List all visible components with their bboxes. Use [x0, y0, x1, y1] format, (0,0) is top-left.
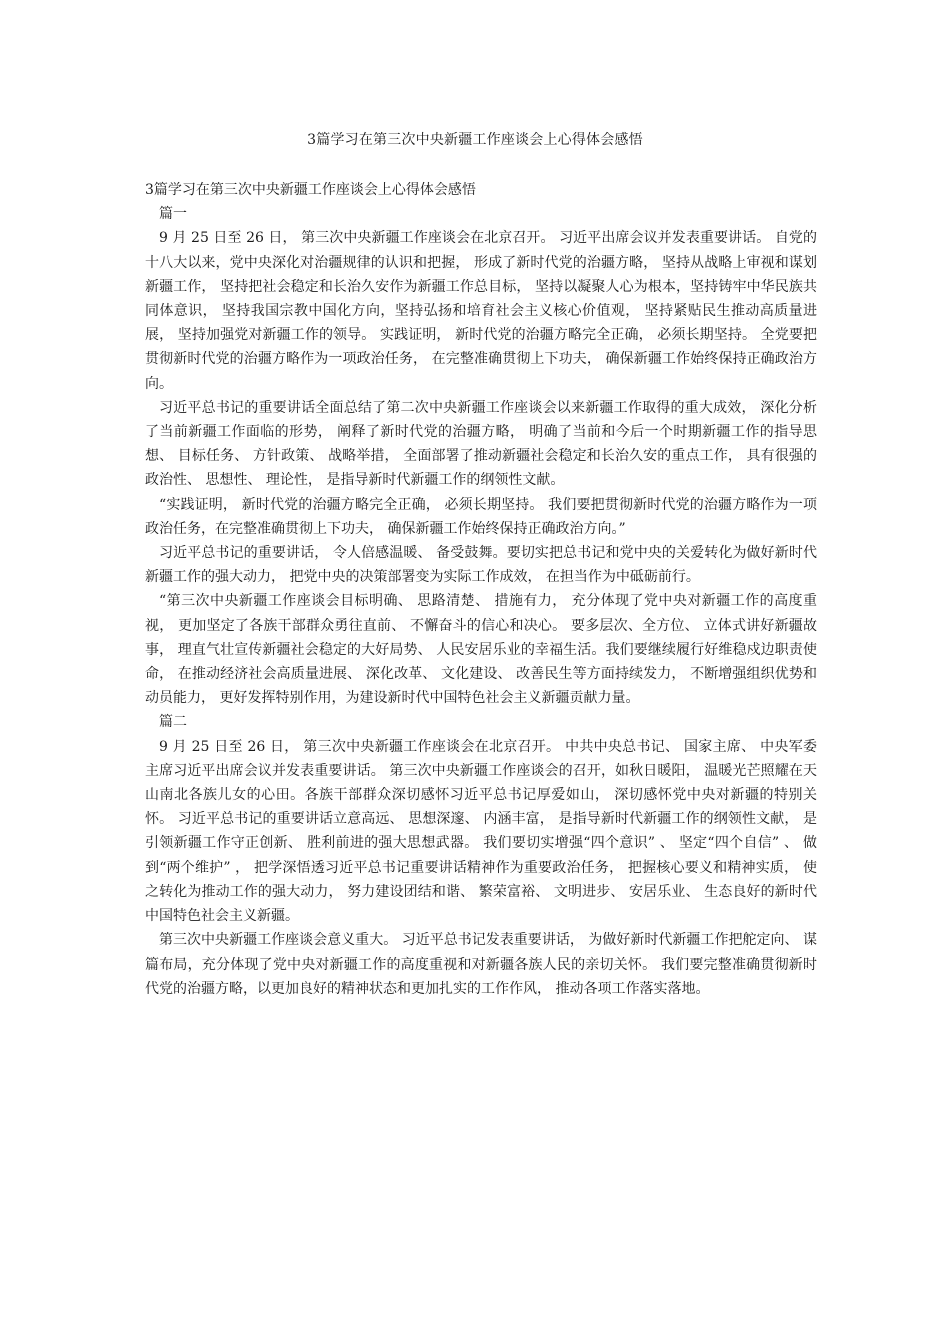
document-title: 3篇学习在第三次中央新疆工作座谈会上心得体会感悟 — [307, 132, 643, 148]
paragraph: 习近平总书记的重要讲话， 令人倍感温暖、 备受鼓舞。要切实把总书记和党中央的关爱转化为做好新时代新疆工作的强大动力， 把党中央的决策部署变为实际工作成效， 在担当作为中砥砺前行。 — [145, 545, 817, 586]
quote-paragraph: “第三次中央新疆工作座谈会目标明确、 思路清楚、 措施有力， 充分体现了党中央对新疆工作的高度重视， 更加坚定了各族干部群众勇往直前、 不懈奋斗的信心和决心。 要多层次、全方位、 立体式讲好新疆故事， 理直气壮宣传新疆社会稳定的大好局势、 人民安居乐业的幸福生活。我们要继续履行好维稳戍边职责使命， 在推动经济社会高质量进展、 深化改革、 文化建设、 改善民生等方面持续发力， 不断增强组织优势和动员能力， 更好发挥特别作用，为建设新时代中国特色社会主义新疆贡献力量。 — [145, 593, 817, 707]
paragraph: 9 月 25 日至 26 日， 第三次中央新疆工作座谈会在北京召开。 中共中央总书记、 国家主席、 中央军委主席习近平出席会议并发表重要讲话。 第三次中央新疆工作座谈会的召开，如秋日暖阳， 温暖光芒照耀在天山南北各族儿女的心田。各族干部群众深切感怀习近平总书记厚爱如山， 深切感怀党中央对新疆的特别关怀。 习近平总书记的重要讲话立意高远、 思想深邃、 内涵丰富， 是指导新时代新疆工作的纲领性文献， 是引领新疆工作守正创新、 胜利前进的强大思想武器。 我们要切实增强“四个意识” 、 坚定“四个自信” 、 做到“两个维护” ， 把学深悟透习近平总书记重要讲话精神作为重要政治任务， 把握核心要义和精神实质， 使之转化为推动工作的强大动力， 努力建设团结和谐、 繁荣富裕、 文明进步、 安居乐业、 生态良好的新时代中国特色社会主义新疆。 — [145, 738, 817, 925]
quote-paragraph: “实践证明， 新时代党的治疆方略完全正确， 必须长期坚持。 我们要把贯彻新时代党的治疆方略作为一项政治任务，在完整准确贯彻上下功夫， 确保新疆工作始终保持正确政治方向。” — [145, 496, 817, 537]
paragraph: 第三次中央新疆工作座谈会意义重大。 习近平总书记发表重要讲话， 为做好新时代新疆工作把舵定向、 谋篇布局，充分体现了党中央对新疆工作的高度重视和对新疆各族人民的亲切关怀。 我们要完整准确贯彻新时代党的治疆方略，以更加良好的精神状态和更加扎实的工作作风， 推动各项工作落实落地。 — [145, 932, 817, 997]
paragraph: 习近平总书记的重要讲话全面总结了第二次中央新疆工作座谈会以来新疆工作取得的重大成效， 深化分析了当前新疆工作面临的形势， 阐释了新时代党的治疆方略， 明确了当前和今后一个时期新疆工作的指导思想、 目标任务、 方针政策、 战略举措， 全面部署了推动新疆社会稳定和长治久安的重点工作， 具有很强的政治性、 思想性、 理论性， 是指导新时代新疆工作的纲领性文献。 — [145, 399, 817, 489]
document-subtitle: 3篇学习在第三次中央新疆工作座谈会上心得体会感悟 — [145, 182, 476, 198]
paragraph: 9 月 25 日至 26 日， 第三次中央新疆工作座谈会在北京召开。 习近平出席会议并发表重要讲话。 自党的十八大以来，党中央深化对治疆规律的认识和把握， 形成了新时代党的治疆方略， 坚持从战略上审视和谋划新疆工作， 坚持把社会稳定和长治久安作为新疆工作总目标， 坚持以凝聚人心为根本，坚持铸牢中华民族共同体意识， 坚持我国宗教中国化方向，坚持弘扬和培育社会主义核心价值观， 坚持紧贴民生推动高质量进展， 坚持加强党对新疆工作的领导。 实践证明， 新时代党的治疆方略完全正确， 必须长期坚持。 全党要把贯彻新时代党的治疆方略作为一项政治任务， 在完整准确贯彻上下功夫， 确保新疆工作始终保持正确政治方向。 — [145, 230, 817, 392]
section-label-1: 篇一 — [159, 206, 187, 223]
document-body — [145, 178, 817, 1001]
section-label-2: 篇二 — [159, 714, 187, 731]
